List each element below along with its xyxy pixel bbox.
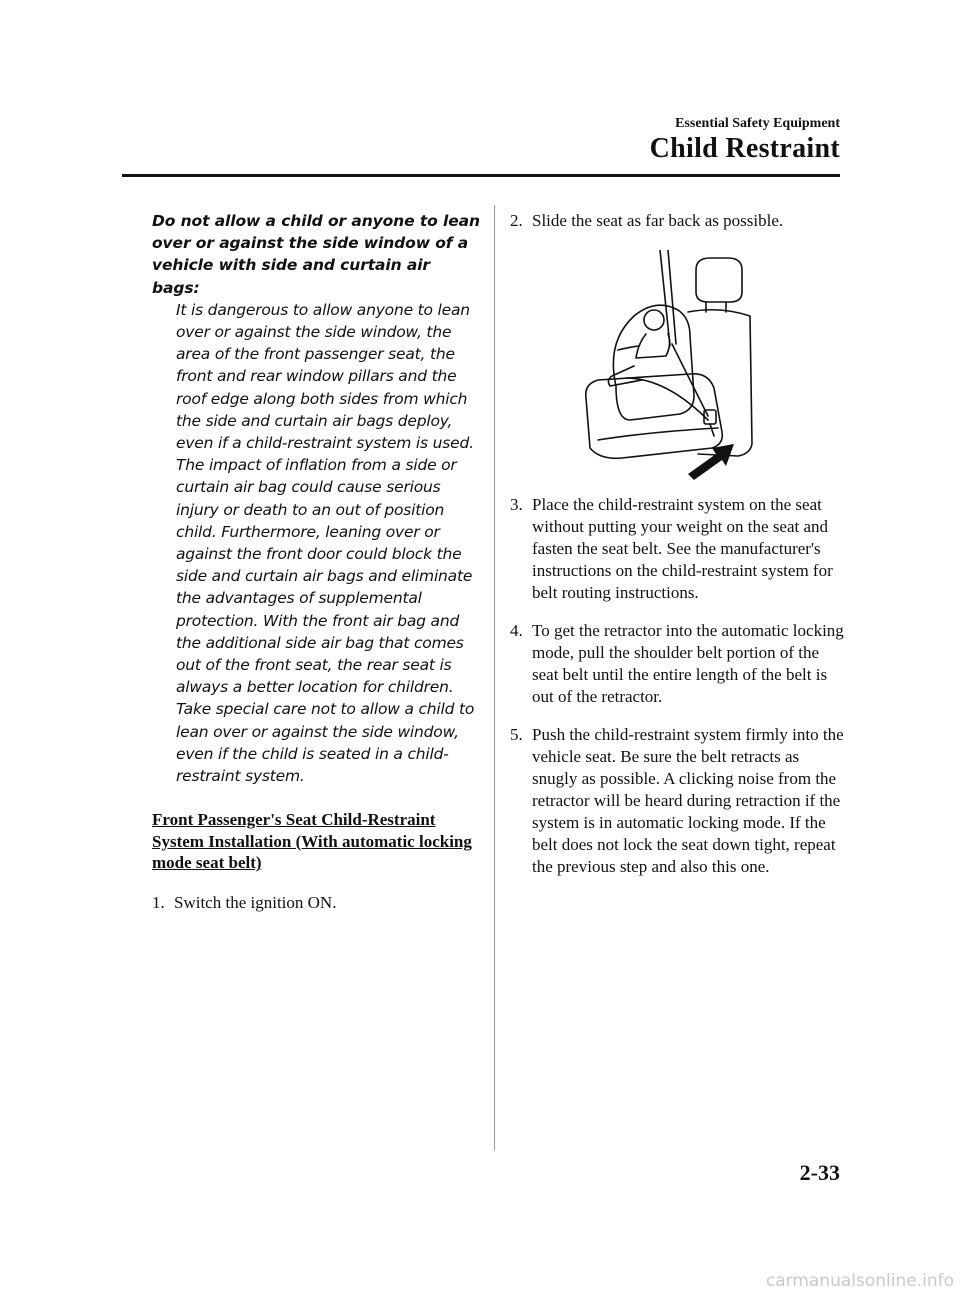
column-divider bbox=[494, 205, 495, 1150]
seat-illustration bbox=[576, 250, 756, 480]
step-text: Push the child-restraint system firmly into the vehicle seat. Be sure the belt retracts as snugly as possible. A clicking noise from the retractor will be heard during retraction if the system is in automatic locking mode. If the belt does not lock the seat down tight, repeat the previous step and also this one. bbox=[532, 725, 844, 876]
section-label: Essential Safety Equipment bbox=[675, 116, 840, 131]
step-text: Switch the ignition ON. bbox=[174, 892, 337, 912]
step-1 bbox=[152, 892, 482, 914]
step-3 bbox=[510, 494, 845, 604]
step-2 bbox=[510, 210, 845, 232]
step-4 bbox=[510, 620, 845, 708]
header-rule bbox=[122, 174, 840, 177]
step-number: 1. bbox=[152, 892, 165, 912]
step-text: Place the child-restraint system on the seat without putting your weight on the seat and fasten the seat belt. See the manufacturer's instructions on the child-restraint system for belt routing instructions. bbox=[532, 495, 833, 602]
step-5 bbox=[510, 724, 845, 878]
watermark: carmanualsonline.info bbox=[765, 1271, 954, 1291]
section-subheading: Front Passenger's Seat Child-Restraint System Installation (With automatic locking mode seat belt) bbox=[152, 810, 472, 873]
step-number: 5. bbox=[510, 725, 523, 744]
left-column bbox=[152, 210, 482, 914]
step-number: 2. bbox=[510, 211, 523, 230]
page-title: Child Restraint bbox=[649, 133, 840, 164]
step-number: 3. bbox=[510, 495, 523, 514]
page-number: 2-33 bbox=[799, 1160, 840, 1185]
step-text: To get the retractor into the automatic locking mode, pull the shoulder belt portion of the seat belt until the entire length of the belt is out of the retractor. bbox=[532, 621, 844, 706]
step-number: 4. bbox=[510, 621, 523, 640]
step-text: Slide the seat as far back as possible. bbox=[532, 211, 784, 230]
right-column bbox=[510, 210, 845, 878]
warning-body: It is dangerous to allow anyone to lean over or against the side window, the area of the front passenger seat, the front and rear window pillars and the roof edge along both sides from which the side and curtain air bags deploy, even if a child-restraint system is used. The impact of inflation from a side or curtain air bag could cause serious injury or death to an out of position child. Furthermore, leaning over or against the front door could block the side and curtain air bags and eliminate the advantages of supplemental protection. With the front air bag and the additional side air bag that comes out of the front seat, the rear seat is always a better location for children. Take special care not to allow a child to lean over or against the side window, even if the child is seated in a child-restraint system. bbox=[176, 300, 475, 786]
warning-lead: Do not allow a child or anyone to lean over or against the side window of a vehicle with side and curtain air bags: bbox=[152, 212, 480, 297]
